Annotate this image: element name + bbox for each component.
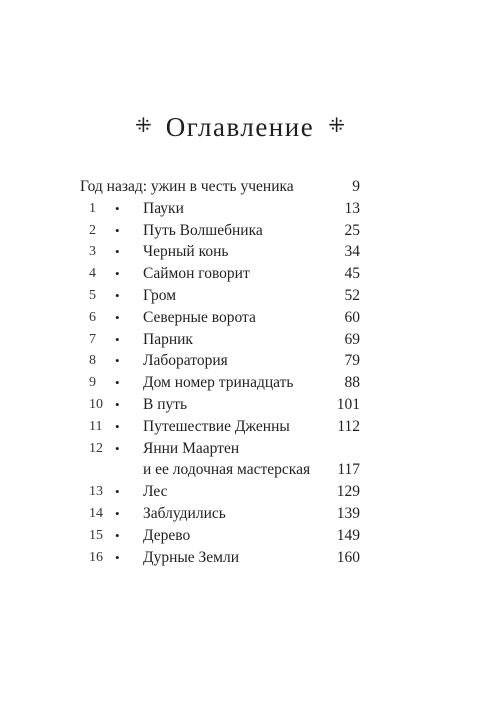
chapter-page-number: 13 <box>344 199 360 217</box>
toc-entry-title: Год назад: ужин в честь ученика <box>80 178 294 195</box>
chapter-title-line: Путешествие Дженны <box>143 417 290 435</box>
chapter-number: 10 <box>89 396 103 412</box>
toc-entry <box>80 525 360 547</box>
bullet-icon: • <box>115 331 120 347</box>
toc-entry <box>80 438 360 482</box>
bullet-icon: • <box>115 484 120 500</box>
chapter-title-line: Северные ворота <box>143 308 256 326</box>
table-of-contents <box>80 176 360 568</box>
chapter-page-number: 117 <box>337 461 360 479</box>
bullet-icon: • <box>115 353 120 369</box>
toc-entry <box>80 503 360 525</box>
chapter-page-number: 149 <box>336 526 360 544</box>
chapter-title <box>143 241 228 263</box>
chapter-number: 8 <box>89 353 96 369</box>
chapter-number: 6 <box>89 309 96 325</box>
title-text: Оглавление <box>165 112 315 142</box>
toc-entry <box>80 285 360 307</box>
toc-entry <box>80 263 360 285</box>
bullet-icon: • <box>115 309 120 325</box>
chapter-number: 12 <box>89 440 103 456</box>
chapter-number: 3 <box>89 244 96 260</box>
toc-entry <box>80 220 360 242</box>
chapter-page-number: 79 <box>344 352 360 370</box>
chapter-number: 5 <box>89 287 96 303</box>
chapter-page-number: 34 <box>344 243 360 261</box>
chapter-title-line: Пауки <box>143 199 184 217</box>
chapter-page-number: 112 <box>337 417 360 435</box>
bullet-icon: • <box>115 287 120 303</box>
toc-entry <box>80 350 360 372</box>
bullet-icon: • <box>115 527 120 543</box>
chapter-number: 16 <box>89 549 103 565</box>
chapter-title-line: Дерево <box>143 526 191 544</box>
chapter-title <box>143 481 168 503</box>
chapter-number: 7 <box>89 331 96 347</box>
chapter-page-number: 60 <box>344 308 360 326</box>
bullet-icon: • <box>115 549 120 565</box>
chapter-title-line: Парник <box>143 330 193 348</box>
chapter-number: 14 <box>89 505 103 521</box>
chapter-title <box>143 438 310 482</box>
chapter-title <box>143 372 293 394</box>
chapter-page-number: 139 <box>336 504 360 522</box>
chapter-page-number: 129 <box>336 483 360 501</box>
chapter-number: 2 <box>89 222 96 238</box>
chapter-title <box>143 198 184 220</box>
chapter-number: 11 <box>89 418 103 434</box>
chapter-title-line: Лес <box>143 483 168 501</box>
toc-entry <box>80 198 360 220</box>
chapter-page-number: 69 <box>344 330 360 348</box>
toc-entry <box>80 547 360 569</box>
chapter-title-line: и ее лодочная мастерская <box>143 461 311 479</box>
chapter-title <box>143 547 239 569</box>
bullet-icon: • <box>115 505 120 521</box>
toc-entry <box>80 416 360 438</box>
chapter-page-number: 52 <box>344 286 360 304</box>
chapter-page-number: 101 <box>336 395 360 413</box>
chapter-title <box>143 416 290 438</box>
toc-entry-page: 9 <box>352 178 360 195</box>
chapter-number: 1 <box>89 200 96 216</box>
chapter-title-line: Дом номер тринадцать <box>143 374 294 392</box>
toc-entry-prologue <box>80 176 360 198</box>
chapter-title-line: Дурные Земли <box>143 548 240 566</box>
chapter-title-line: Лаборатория <box>143 352 228 370</box>
chapter-title <box>143 394 187 416</box>
chapter-title-line: Саймон говорит <box>143 265 250 283</box>
chapter-number: 15 <box>89 527 103 543</box>
bullet-icon: • <box>115 244 120 260</box>
chapter-page-number: 160 <box>336 548 360 566</box>
bullet-icon: • <box>115 200 120 216</box>
chapter-page-number: 25 <box>344 221 360 239</box>
toc-entry <box>80 481 360 503</box>
ornament-right-icon: ⁜ <box>328 115 345 137</box>
chapter-title-line: Янни Маартен <box>143 439 240 457</box>
chapter-title <box>143 329 193 351</box>
chapter-title <box>143 220 263 242</box>
bullet-icon: • <box>115 440 120 456</box>
chapter-page-number: 45 <box>344 265 360 283</box>
bullet-icon: • <box>115 222 120 238</box>
page-title <box>0 112 480 143</box>
chapter-title <box>143 285 176 307</box>
bullet-icon: • <box>115 418 120 434</box>
chapter-page-number: 88 <box>344 374 360 392</box>
chapter-title <box>143 263 250 285</box>
chapter-title <box>143 525 190 547</box>
chapter-title <box>143 307 256 329</box>
bullet-icon: • <box>115 375 120 391</box>
chapter-title-line: В путь <box>143 395 188 413</box>
chapter-title-line: Путь Волшебника <box>143 221 263 239</box>
toc-entry <box>80 329 360 351</box>
ornament-left-icon: ⁜ <box>135 115 152 137</box>
toc-entry <box>80 307 360 329</box>
chapter-title <box>143 503 226 525</box>
chapter-title-line: Гром <box>143 286 176 304</box>
chapter-number: 4 <box>89 266 96 282</box>
bullet-icon: • <box>115 396 120 412</box>
chapter-number: 9 <box>89 375 96 391</box>
bullet-icon: • <box>115 266 120 282</box>
toc-entry <box>80 241 360 263</box>
toc-entry <box>80 372 360 394</box>
toc-entry <box>80 394 360 416</box>
chapter-title-line: Заблудились <box>143 504 226 522</box>
chapter-number: 13 <box>89 484 103 500</box>
chapter-title-line: Черный конь <box>143 243 229 261</box>
chapter-title <box>143 350 228 372</box>
